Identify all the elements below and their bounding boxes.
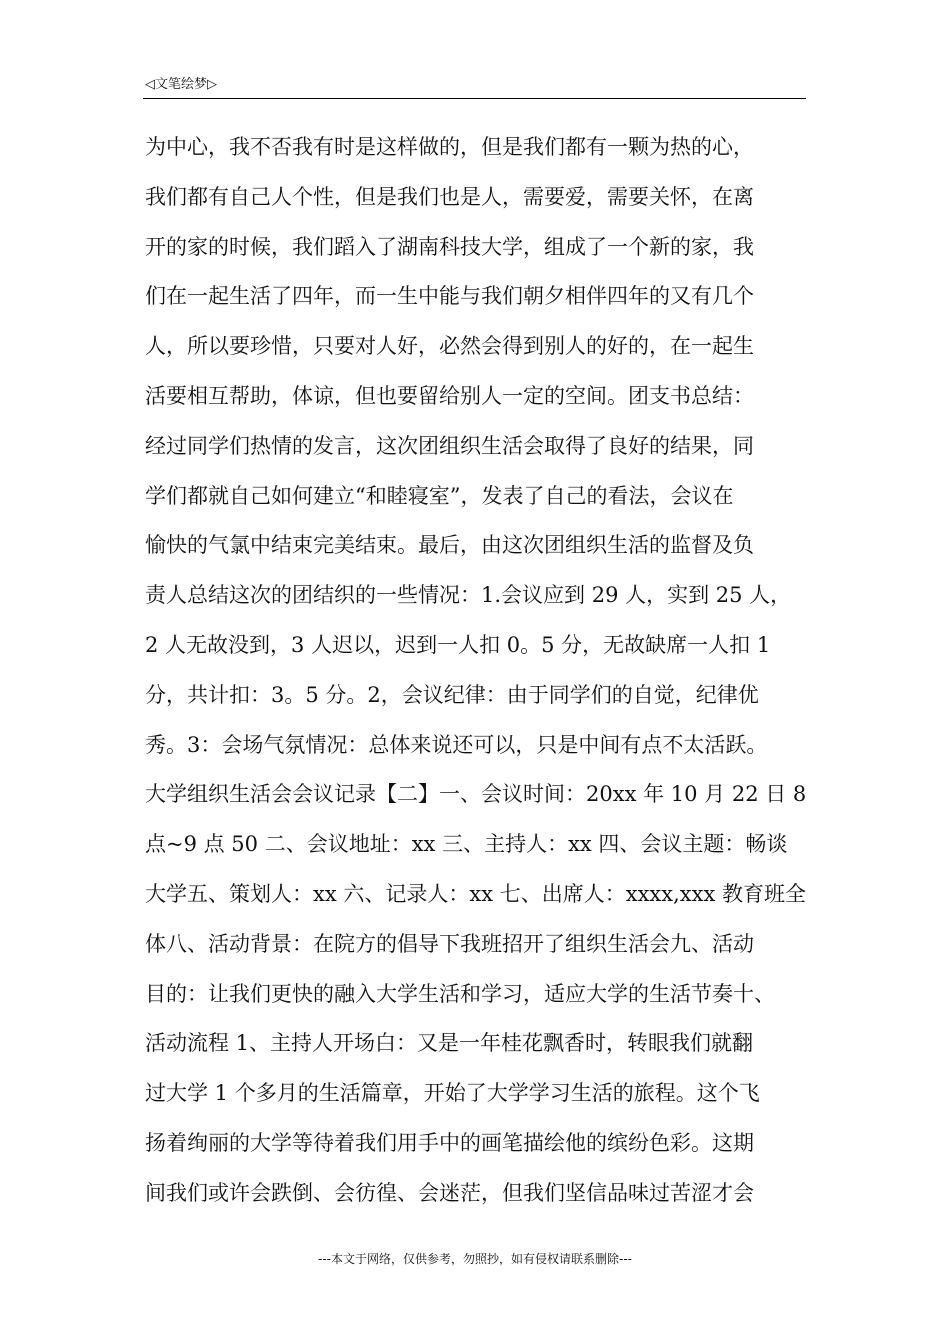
text-line: 目的：让我们更快的融入大学生活和学习，适应大学的生活节奏十、 <box>145 981 775 1006</box>
text-line: 们在一起生活了四年，而一生中能与我们朝夕相伴四年的又有几个 <box>145 284 754 309</box>
text-line: 大学组织生活会会议记录【二】一、会议时间：20xx 年 10 月 22 日 8 <box>145 782 807 807</box>
document-body <box>145 131 810 1227</box>
text-line: 大学五、策划人：xx 六、记录人：xx 七、出席人：xxxx,xxx 教育班全 <box>145 881 806 906</box>
text-line: 2 人无故没到，3 人迟以，迟到一人扣 0。5 分，无故缺席一人扣 1 <box>145 632 771 657</box>
text-line: 过大学 1 个多月的生活篇章，开始了大学学习生活的旅程。这个飞 <box>145 1081 760 1106</box>
text-line: 人，所以要珍惜，只要对人好，必然会得到别人的好的，在一起生 <box>145 334 754 359</box>
text-line: 活动流程 1、主持人开场白：又是一年桂花飘香时，转眼我们就翻 <box>145 1031 754 1056</box>
page-footer: ---本文于网络，仅供参考，勿照抄，如有侵权请联系删除--- <box>318 1252 632 1266</box>
text-line: 开的家的时候，我们蹈入了湖南科技大学，组成了一个新的家，我 <box>145 234 754 259</box>
text-line: 点~9 点 50 二、会议地址：xx 三、主持人：xx 四、会议主题：畅谈 <box>145 832 788 857</box>
text-line: 秀。3：会场气氛情况：总体来说还可以，只是中间有点不太活跃。 <box>145 732 768 757</box>
text-line: 为中心，我不否我有时是这样做的，但是我们都有一颗为热的心， <box>145 135 754 159</box>
text-line: 愉快的气氯中结束完美结束。最后，由这次团组织生活的监督及负 <box>145 533 754 558</box>
text-line: 学们都就自己如何建立“和睦寝室”，发表了自己的看法，会议在 <box>145 483 734 508</box>
text-line: 我们都有自己人个性，但是我们也是人，需要爱，需要关怀，在离 <box>145 184 754 209</box>
header-title: ◁文笔绘梦▷ <box>145 77 217 92</box>
text-line: 经过同学们热情的发言，这次团组织生活会取得了良好的结果，同 <box>145 433 754 458</box>
text-line: 分，共计扣：3。5 分。2，会议纪律：由于同学们的自觉，纪律优 <box>145 682 759 707</box>
page-header <box>143 76 806 99</box>
text-line: 体八、活动背景：在院方的倡导下我班招开了组织生活会九、活动 <box>145 931 754 956</box>
text-line: 间我们或许会跌倒、会彷徨、会迷茫，但我们坚信品味过苦涩才会 <box>145 1180 754 1205</box>
text-line: 活要相互帮助，体谅，但也要留给别人一定的空间。团支书总结： <box>145 383 754 408</box>
text-line: 责人总结这次的团结织的一些情况：1.会议应到 29 人，实到 25 人， <box>145 583 792 608</box>
text-line: 扬着绚丽的大学等待着我们用手中的画笔描绘他的缤纷色彩。这期 <box>145 1130 754 1155</box>
